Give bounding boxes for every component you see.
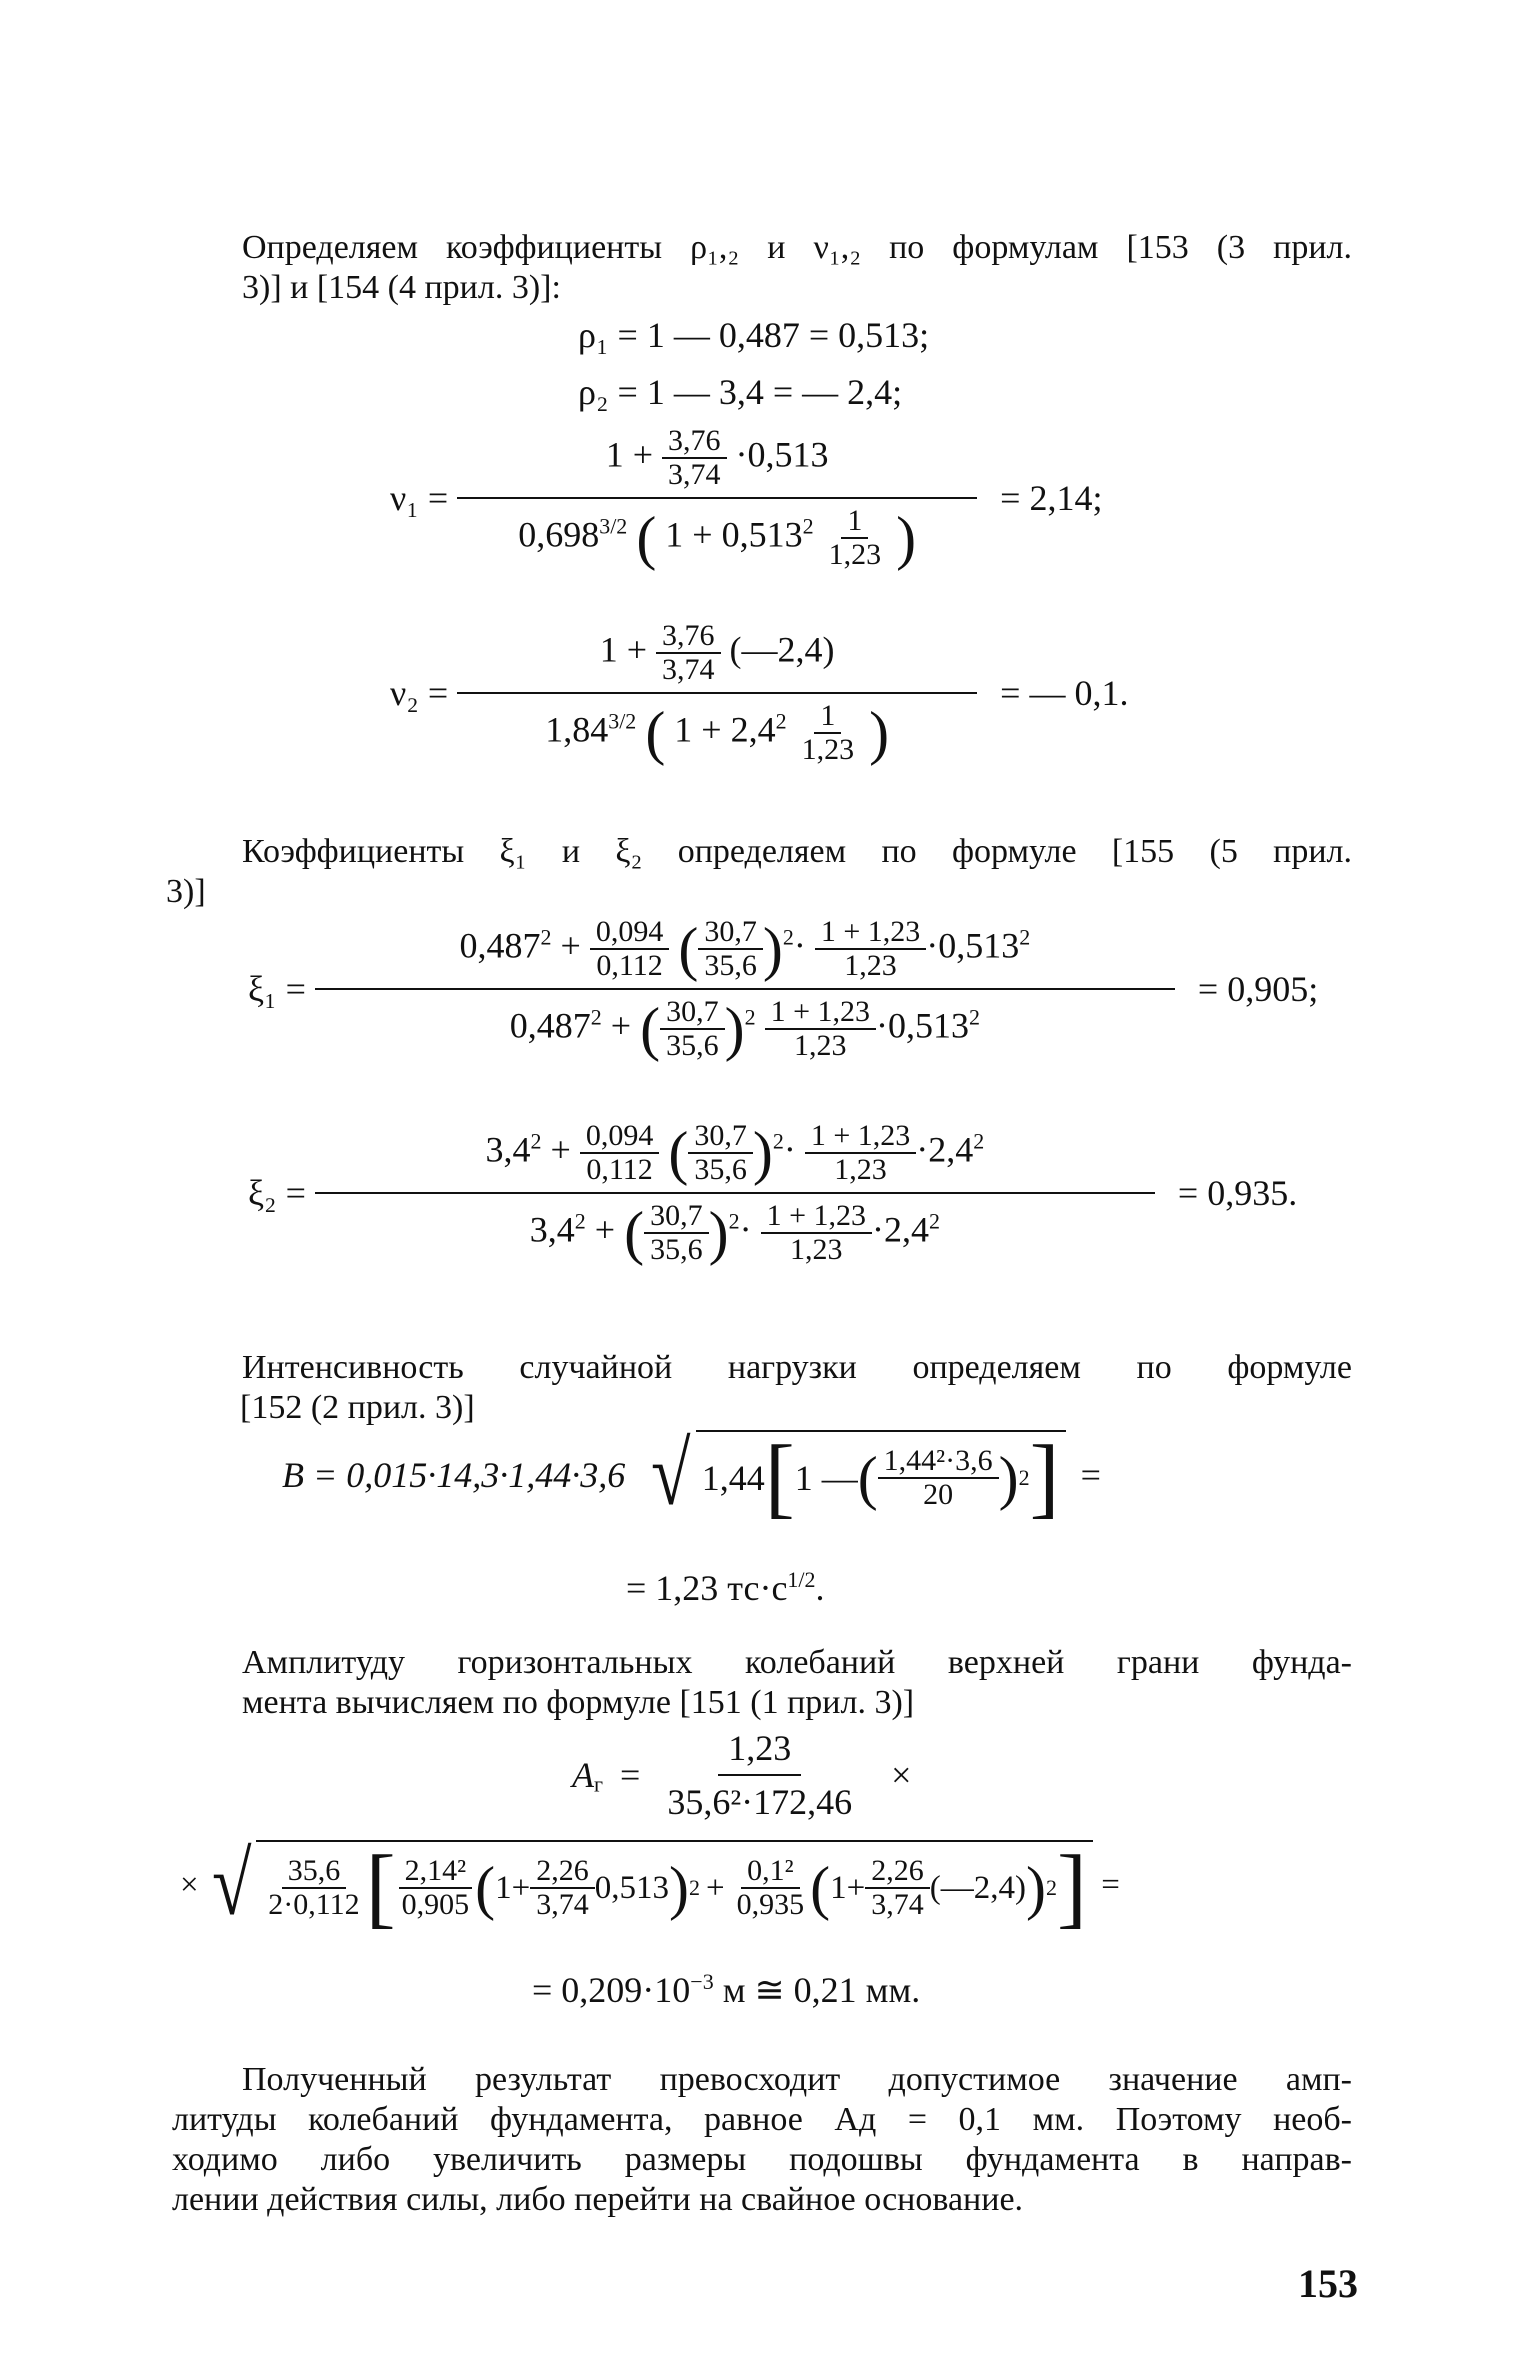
denominator: 2·0,112 <box>268 1888 360 1921</box>
equation-nu1 <box>390 425 1102 571</box>
denominator: 0,112 <box>586 1153 653 1186</box>
term: 0,698 <box>518 514 600 555</box>
paren: ) <box>896 505 917 571</box>
term: 1 + 0,513 <box>665 514 803 555</box>
radical-sign-icon: √ <box>651 1425 691 1524</box>
text-line: мента вычисляем по формуле [151 (1 прил. 3)] <box>242 1684 915 1721</box>
paren: ( <box>624 1200 645 1266</box>
fraction <box>262 1855 365 1921</box>
numerator: $3,4^2$ + $\frac{0,094}{0,112}$ ( $\frac{30,7}{35,6}$ )$^2$· $\frac{1 + 1,23}{1,23}$ $\cdot 2,4^2$ <box>315 1120 1155 1194</box>
denominator <box>535 694 899 766</box>
denominator: 1,23 <box>801 733 855 766</box>
denominator: 0,905 <box>401 1888 470 1921</box>
text-line: Полученный результат превосходит допустимое значение амп- <box>242 2061 1352 2098</box>
equation-rhs: = 0,935. <box>1177 1173 1298 1213</box>
equation-lhs: ν₂ = <box>390 673 449 713</box>
numerator: 2,26 <box>530 1855 595 1889</box>
equation-rho2 <box>578 372 902 412</box>
equation-rho1 <box>578 315 929 355</box>
fraction <box>530 1855 595 1921</box>
term: = <box>1101 1867 1120 1903</box>
paren: ( <box>645 700 666 766</box>
numerator: 30,7 <box>698 916 763 950</box>
denominator: 35,6 <box>694 1153 747 1186</box>
term: 1,84 <box>545 709 609 750</box>
exponent: 2 <box>1019 924 1031 950</box>
fraction <box>765 996 876 1062</box>
paren: ) <box>762 916 783 982</box>
denominator: 0,935 <box>736 1888 805 1921</box>
equation-rhs: = 0,905; <box>1197 969 1319 1009</box>
equation-text: ρ₂ = 1 — 3,4 = — 2,4; <box>578 372 903 412</box>
exponent: 3/2 <box>608 708 637 734</box>
numerator: 1 <box>814 700 841 734</box>
paren: ) <box>669 1855 689 1921</box>
text-line: ходимо либо увеличить размеры подошвы фундамента в направ- <box>172 2141 1352 2178</box>
paren: ) <box>752 1120 773 1186</box>
term: × <box>180 1867 199 1903</box>
term: (—2,4) <box>729 629 835 670</box>
numerator: 0,094 <box>580 1120 660 1154</box>
numerator: 1,44²·3,6 <box>878 1445 999 1479</box>
equation-lhs: ξ₂ = <box>248 1173 306 1213</box>
term: 1 — <box>794 1458 858 1498</box>
fraction <box>590 916 670 982</box>
denominator: 1,23 <box>844 949 897 982</box>
fraction <box>823 505 888 571</box>
numerator: 1 + 1,23 <box>805 1120 916 1154</box>
exponent: 2 <box>802 513 814 539</box>
fraction <box>865 1855 930 1921</box>
term: × <box>891 1755 912 1795</box>
denominator <box>508 499 926 571</box>
numerator: $0,487^2$ + $\frac{0,094}{0,112}$ ( $\frac{30,7}{35,6}$ )$^2$· $\frac{1 + 1,23}{1,23}$ $\cdot 0,513^2$ <box>315 916 1175 990</box>
term: 0,513 <box>594 1870 670 1906</box>
exponent: 2 <box>782 924 794 950</box>
equation-xi2 <box>248 1120 1297 1266</box>
term: 1 + 2,4 <box>674 709 776 750</box>
exponent: 2 <box>540 924 552 950</box>
denominator: 3,74 <box>668 458 721 491</box>
text-line: литуды колебаний фундамента, равное Aд = 0,1 мм. Поэтому необ- <box>172 2101 1352 2138</box>
term: ·2,4 <box>872 1209 929 1250</box>
equation-rhs: = 2,14; <box>1000 478 1103 518</box>
fraction <box>657 1728 862 1822</box>
fraction <box>644 1200 709 1266</box>
exponent: 1/2 <box>787 1567 816 1592</box>
equation-lhs: B = 0,015·14,3·1,44·3,6 <box>282 1455 626 1495</box>
text-line: Коэффициенты ξ₁ и ξ₂ определяем по формуле [155 (5 прил. <box>242 833 1352 870</box>
numerator: 30,7 <box>644 1200 709 1234</box>
equation-A-sqrt <box>180 1835 1120 1937</box>
exponent: 2 <box>728 1208 740 1234</box>
exponent: 3/2 <box>599 513 628 539</box>
fraction <box>660 996 725 1062</box>
term: ·0,513 <box>735 434 829 475</box>
term: 1 + <box>599 629 648 670</box>
fraction <box>698 916 763 982</box>
denominator: 3,74 <box>871 1888 924 1921</box>
term: = 1,23 тс·с <box>626 1568 788 1608</box>
paren: ) <box>869 700 890 766</box>
denominator: 3,74 <box>662 653 715 686</box>
equation-rhs: = — 0,1. <box>1000 673 1129 713</box>
fraction <box>396 1855 476 1921</box>
fraction <box>731 1855 811 1921</box>
equation-rhs: = <box>1080 1455 1101 1495</box>
denominator: 0,112 <box>596 949 663 982</box>
exponent: 2 <box>775 708 787 734</box>
paragraph-intensity <box>242 1348 1352 1428</box>
fraction <box>315 916 1175 1062</box>
exponent: 2 <box>530 1128 542 1154</box>
fraction <box>688 1120 753 1186</box>
term: 3,4 <box>485 1129 531 1170</box>
numerator: 0,094 <box>590 916 670 950</box>
exponent: 2 <box>574 1208 586 1234</box>
numerator: 1 + 1,23 <box>765 996 876 1030</box>
numerator: 3,76 <box>656 620 721 654</box>
term: м ≅ 0,21 мм. <box>713 1970 921 2010</box>
bracket: [ <box>365 1838 396 1937</box>
exponent: 2 <box>929 1208 940 1234</box>
exponent: 2 <box>969 1004 980 1030</box>
bracket: ] <box>1056 1838 1087 1937</box>
denominator: 1,23 <box>790 1233 843 1266</box>
exponent: 2 <box>744 1004 756 1030</box>
denominator: $0,487^2$ + ( $\frac{30,7}{35,6}$ )$^2$ $\frac{1 + 1,23}{1,23}$ $\cdot 0,513^2$ <box>509 995 980 1062</box>
fraction <box>457 425 977 571</box>
fraction <box>815 916 926 982</box>
equation-B-result <box>626 1568 825 1608</box>
paren: ) <box>998 1445 1019 1511</box>
term: 1+ <box>495 1870 531 1906</box>
numerator: 35,6 <box>282 1855 347 1889</box>
numerator: 2,14² <box>399 1855 473 1889</box>
fraction <box>878 1445 999 1511</box>
fraction <box>457 620 977 766</box>
paren: ( <box>810 1855 831 1921</box>
numerator: 1 + 1,23 <box>761 1200 872 1234</box>
paren: ( <box>636 505 657 571</box>
denominator: 20 <box>923 1478 954 1511</box>
paren: ( <box>668 1120 689 1186</box>
page-number: 153 <box>1298 2261 1358 2306</box>
fraction <box>580 1120 660 1186</box>
term: . <box>815 1568 825 1608</box>
fraction <box>315 1120 1155 1266</box>
denominator: 35,6²·172,46 <box>667 1782 853 1822</box>
term: 1,44 <box>701 1458 765 1498</box>
denominator: 3,74 <box>536 1888 589 1921</box>
bracket: ] <box>1029 1428 1060 1527</box>
text-line: Определяем коэффициенты ρ₁,₂ и ν₁,₂ по формулам [153 (3 прил. <box>242 229 1352 266</box>
square-root <box>207 1835 1093 1937</box>
equation-A-result <box>532 1970 920 2010</box>
fraction <box>761 1200 872 1266</box>
term: 1+ <box>830 1870 866 1906</box>
term: 1 + <box>605 434 654 475</box>
paragraph-amplitude <box>242 1643 1352 1723</box>
term: ·2,4 <box>916 1129 974 1170</box>
radicand: $\frac{35,6}{2\cdot 0,112}$ [ $\frac{\text{2,14²}}{0,905}$ ( 1+ $\frac{2,26}{3,74}$ 0,513 ) 2 + $\frac{\text{0,1²}}{0,935}$ ( 1+ $\frac{2,26}{3,74}$ (—2,4) ) 2 ] <box>256 1840 1093 1930</box>
equation-B <box>282 1425 1101 1527</box>
denominator: 1,23 <box>834 1153 887 1186</box>
paragraph-xi <box>166 832 1352 912</box>
numerator: 30,7 <box>688 1120 753 1154</box>
numerator: 1,23 <box>718 1728 801 1776</box>
denominator: 1,23 <box>794 1029 847 1062</box>
denominator: 35,6 <box>704 949 757 982</box>
denominator: 1,23 <box>828 538 882 571</box>
square-root <box>646 1425 1065 1527</box>
text-line: [152 (2 прил. 3)] <box>240 1389 475 1426</box>
term: = <box>620 1755 641 1795</box>
text-line: Интенсивность случайной нагрузки определяем по формуле <box>242 1349 1352 1386</box>
denominator: $3,4^2$ + ( $\frac{30,7}{35,6}$ )$^2$· $\frac{1 + 1,23}{1,23}$ $\cdot 2,4^2$ <box>529 1199 940 1266</box>
equation-xi1 <box>248 916 1318 1062</box>
fraction <box>656 620 721 686</box>
paren: ( <box>678 916 699 982</box>
bracket: [ <box>764 1428 795 1527</box>
text-line: Амплитуду горизонтальных колебаний верхней грани фунда- <box>242 1644 1352 1681</box>
denominator: 35,6 <box>666 1029 719 1062</box>
fraction <box>796 700 861 766</box>
equation-lhs: A <box>572 1755 594 1795</box>
term: (—2,4) <box>929 1870 1026 1906</box>
paren: ( <box>857 1445 878 1511</box>
exponent: 2 <box>973 1128 985 1154</box>
equation-lhs: ξ₁ = <box>248 969 306 1009</box>
numerator <box>457 425 977 499</box>
denominator: 35,6 <box>650 1233 703 1266</box>
term: 0,487 <box>459 925 541 966</box>
exponent: 2 <box>590 1004 602 1030</box>
fraction <box>662 425 727 491</box>
paren: ( <box>475 1855 496 1921</box>
term: 0,487 <box>509 1005 591 1046</box>
paragraph-intro <box>242 228 1352 308</box>
radical-sign-icon: √ <box>211 1835 252 1934</box>
numerator: 1 <box>841 505 868 539</box>
equation-text: ρ₁ = 1 — 0,487 = 0,513; <box>578 315 930 355</box>
text-line: 3)] <box>166 873 206 910</box>
term: 3,4 <box>529 1209 575 1250</box>
text-line: 3)] и [154 (4 прил. 3)]: <box>242 269 561 306</box>
paren: ( <box>640 996 661 1062</box>
term: + <box>706 1870 725 1906</box>
equation-lhs: ν₁ = <box>390 478 449 518</box>
term: ·0,513 <box>876 1005 969 1046</box>
numerator: 3,76 <box>662 425 727 459</box>
numerator: 0,1² <box>741 1855 800 1889</box>
subscript: г <box>594 1771 604 1797</box>
term: ·0,513 <box>926 925 1020 966</box>
numerator: 2,26 <box>865 1855 930 1889</box>
numerator: 30,7 <box>660 996 725 1030</box>
exponent: −3 <box>690 1969 714 1994</box>
term: = 0,209·10 <box>532 1970 691 2010</box>
paragraph-conclusion <box>172 2060 1352 2220</box>
numerator <box>457 620 977 694</box>
fraction <box>805 1120 916 1186</box>
paren: ) <box>708 1200 729 1266</box>
exponent: 2 <box>772 1128 784 1154</box>
equation-nu2 <box>390 620 1128 766</box>
radicand: 1,44 [ 1 — ( $\frac{\text{1,44²·3,6}}{20}$ ) 2 ] <box>696 1430 1066 1520</box>
paren: ) <box>724 996 745 1062</box>
equation-A <box>572 1728 911 1822</box>
numerator: 1 + 1,23 <box>815 916 926 950</box>
text-line: лении действия силы, либо перейти на свайное основание. <box>172 2181 1024 2218</box>
paren: ) <box>1025 1855 1046 1921</box>
